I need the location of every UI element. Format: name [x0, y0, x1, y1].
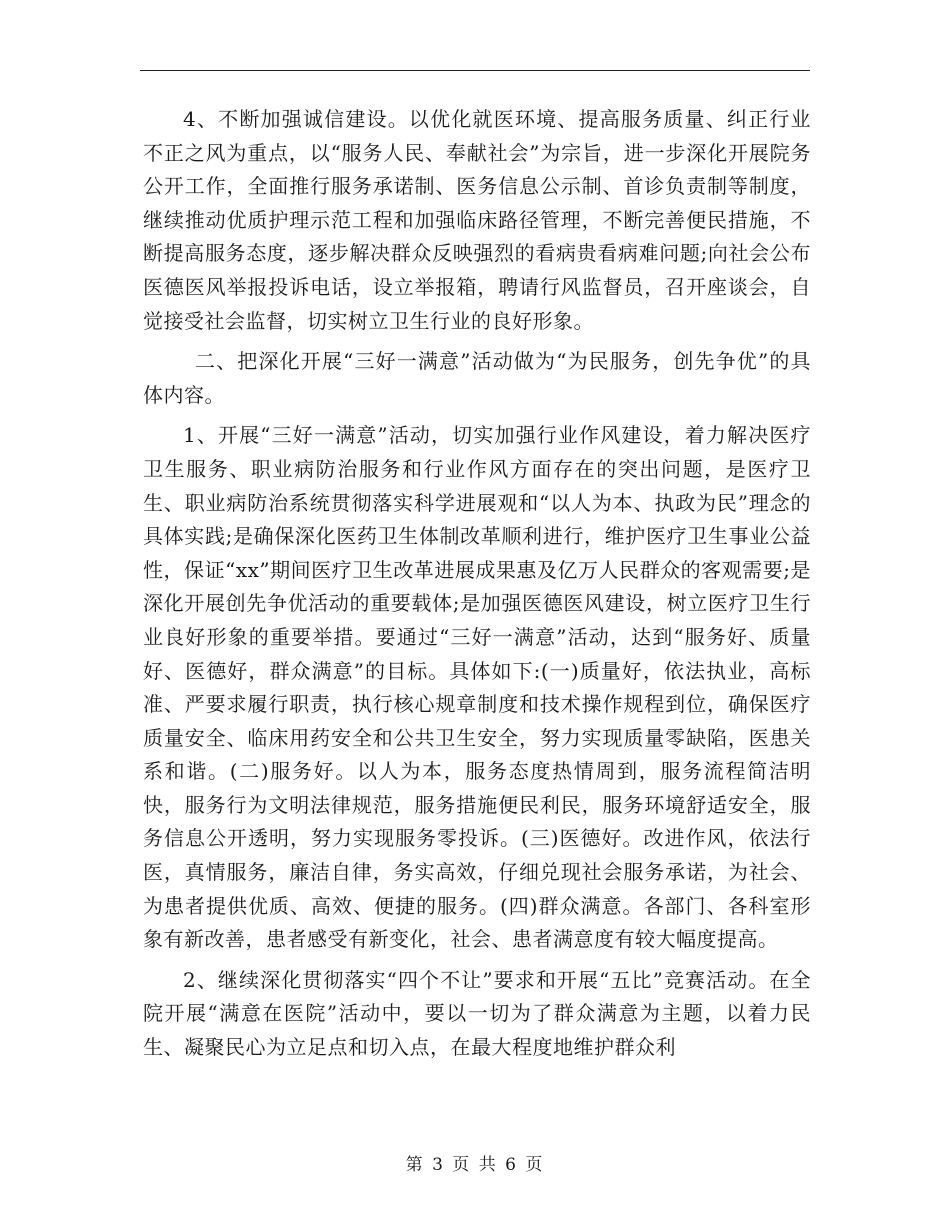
paragraph-integrity-building: 4、不断加强诚信建设。以优化就医环境、提高服务质量、纠正行业不正之风为重点，以“服务人民、奉献社会”为宗旨，进一步深化开展院务公开工作，全面推行服务承诺制、医务信息公示制、首诊负责制等制度，继续推动优质护理示范工程和加强临床路径管理，不断完善便民措施，不断提高服务态度，逐步解决群众反映强烈的看病贵看病难问题;向社会公布医德医风举报投诉电话，设立举报箱，聘请行风监督员，召开座谈会，自觉接受社会监督，切实树立卫生行业的良好形象。: [143, 107, 811, 333]
paragraph-four-no-let: 2、继续深化贯彻落实“四个不让”要求和开展“五比”竞赛活动。在全院开展“满意在医院”活动中，要以一切为了群众满意为主题，以着力民生、凝聚民心为立足点和切入点，在最大程度地维护群众利: [143, 967, 811, 1060]
document-body: [143, 103, 811, 1072]
page-number-footer: 第 3 页 共 6 页: [405, 1155, 545, 1175]
header-rule: [140, 70, 810, 71]
section-heading-two: 二、把深化开展“三好一满意”活动做为“为民服务，创先争优”的具体内容。: [143, 349, 811, 407]
paragraph-three-good-one-satisfied: 1、开展“三好一满意”活动，切实加强行业作风建设，着力解决医疗卫生服务、职业病防治服务和行业作风方面存在的突出问题，是医疗卫生、职业病防治系统贯彻落实科学进展观和“以人为本、执政为民”理念的具体实践;是确保深化医药卫生体制改革顺利进行，维护医疗卫生事业公益性，保证“xx”期间医疗卫生改革进展成果惠及亿万人民群众的客观需要;是深化开展创先争优活动的重要载体;是加强医德医风建设，树立医疗卫生行业良好形象的重要举措。要通过“三好一满意”活动，达到“服务好、质量好、医德好，群众满意”的目标。具体如下:(一)质量好，依法执业，高标准、严要求履行职责，执行核心规章制度和技术操作规程到位，确保医疗质量安全、临床用药安全和公共卫生安全，努力实现质量零缺陷，医患关系和谐。(二)服务好。以人为本，服务态度热情周到，服务流程简洁明快，服务行为文明法律规范，服务措施便民利民，服务环境舒适安全，服务信息公开透明，努力实现服务零投诉。(三)医德好。改进作风，依法行医，真情服务，廉洁自律，务实高效，仔细兑现社会服务承诺，为社会、为患者提供优质、高效、便捷的服务。(四)群众满意。各部门、各科室形象有新改善，患者感受有新变化，社会、患者满意度有较大幅度提高。: [143, 423, 811, 952]
